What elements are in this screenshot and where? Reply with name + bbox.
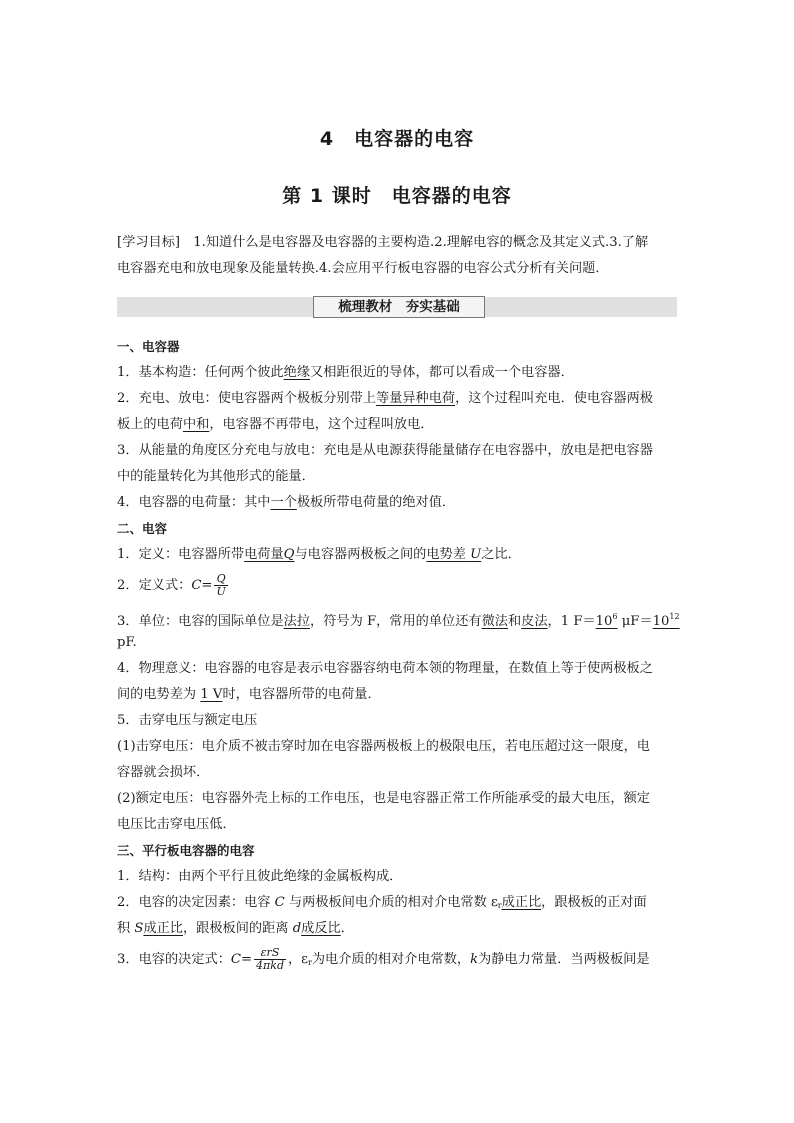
blank-answer: 电势差 U (426, 547, 482, 562)
blank-answer: 成正比 (501, 895, 542, 910)
item-breakdown-voltage: (1)击穿电压：电介质不被击穿时加在电容器两极板上的极限电压，若电压超过这一限度，电 (117, 739, 650, 754)
item-rated-voltage-cont: 电压比击穿电压低． (117, 817, 236, 832)
item-rated-voltage: (2)额定电压：电容器外壳上标的工作电压，也是电容器正常工作所能承受的最大电压，额定 (117, 791, 650, 806)
blank-answer: 等量异种电荷 (375, 391, 456, 406)
blank-answer: 成反比 (301, 921, 341, 936)
item-physical-meaning: 4．物理意义：电容器的电容是表示电容器容纳电荷本领的物理量，在数值上等于使两极板之 (117, 661, 653, 676)
learning-goals (117, 229, 677, 281)
goals-label: [学习目标] (117, 235, 181, 250)
item-basic-structure: 1．基本构造：任何两个彼此绝缘又相距很近的导体，都可以看成一个电容器． (117, 365, 574, 380)
section-heading-capacitance: 二、电容 (117, 521, 168, 536)
item-determining-factors-cont: 积 S成正比，跟极板间的距离 d成反比． (117, 921, 354, 936)
item-energy: 3．从能量的角度区分充电与放电：充电是从电源获得能量储存在电容器中，放电是把电容器 (117, 443, 653, 458)
chapter-title: 4 电容器的电容 (319, 128, 475, 150)
blank-answer: 电荷量Q (244, 547, 295, 562)
banner-title: 梳理教材 夯实基础 (313, 296, 485, 318)
blank-answer: $10^6$ (595, 612, 618, 629)
blank-answer: 一个 (270, 495, 297, 510)
item-voltage: 5．击穿电压与额定电压 (117, 713, 258, 728)
blank-answer: 皮法 (521, 614, 548, 629)
item-energy-cont: 中的能量转化为其他形式的能量． (117, 469, 315, 484)
blank-answer: 1 V (200, 687, 223, 702)
item-charge-amount: 4．电容器的电荷量：其中一个极板所带电荷量的绝对值． (117, 495, 456, 510)
blank-answer: 法拉 (283, 614, 311, 629)
section-banner (117, 297, 677, 317)
blank-answer: 中和 (182, 417, 210, 432)
item-unit-cont: pF. (117, 635, 137, 650)
blank-answer: 绝缘 (283, 365, 311, 380)
item-definition-formula: 2．定义式：C= $\frac{Q}{U}$ (117, 572, 226, 598)
blank-answer: 微法 (481, 614, 508, 629)
section-heading-capacitor: 一、电容器 (117, 339, 180, 354)
goals-line-1: 1.知道什么是电容器及电容器的主要构造.2.理解电容的概念及其定义式.3.了解 (180, 235, 649, 250)
item-physical-meaning-cont: 间的电势差为 1 V时，电容器所带的电荷量． (117, 687, 381, 702)
goals-line-2: 电容器充电和放电现象及能量转换.4.会应用平行板电容器的电容公式分析有关问题． (117, 261, 609, 276)
lesson-title: 第 1 课时 电容器的电容 (282, 185, 512, 207)
item-charge-discharge-cont: 板上的电荷中和，电容器不再带电，这个过程叫放电． (117, 417, 434, 432)
fraction-q-over-u: $\frac{Q}{U}$ (216, 572, 226, 598)
item-formula: 3．电容的决定式：C= $\frac{\text{εrS}}{\text{4πkd}}$ ，$\varepsilon_r$为电介质的相对介电常数，k为静电力常量．当两极板间是 (117, 946, 650, 972)
item-determining-factors: 2．电容的决定因素：电容 C 与两极板间电介质的相对介电常数 $\varepsilon_r$成正比，跟极板的正对面 (117, 895, 647, 910)
blank-answer: $10^{12}$ (652, 612, 680, 629)
section-heading-parallel-plate: 三、平行板电容器的电容 (117, 843, 255, 858)
item-definition: 1．定义：电容器所带电荷量Q与电容器两极板之间的电势差 U之比． (117, 547, 521, 562)
blank-answer: 成正比 (143, 921, 183, 936)
fraction-capacitance: $\frac{\text{εrS}}{\text{4πkd}}$ (256, 946, 284, 972)
content-body (117, 334, 680, 978)
item-structure: 1．结构：由两个平行且彼此绝缘的金属板构成． (117, 869, 403, 884)
item-charge-discharge: 2．充电、放电：使电容器两个极板分别带上等量异种电荷，这个过程叫充电．使电容器两极 (117, 391, 653, 406)
item-breakdown-voltage-cont: 容器就会损坏． (117, 765, 210, 780)
item-unit: 3．单位：电容的国际单位是法拉，符号为 F，常用的单位还有微法和皮法，1 $F=10^6$ $\mu F=10^{12}$ (117, 612, 680, 629)
